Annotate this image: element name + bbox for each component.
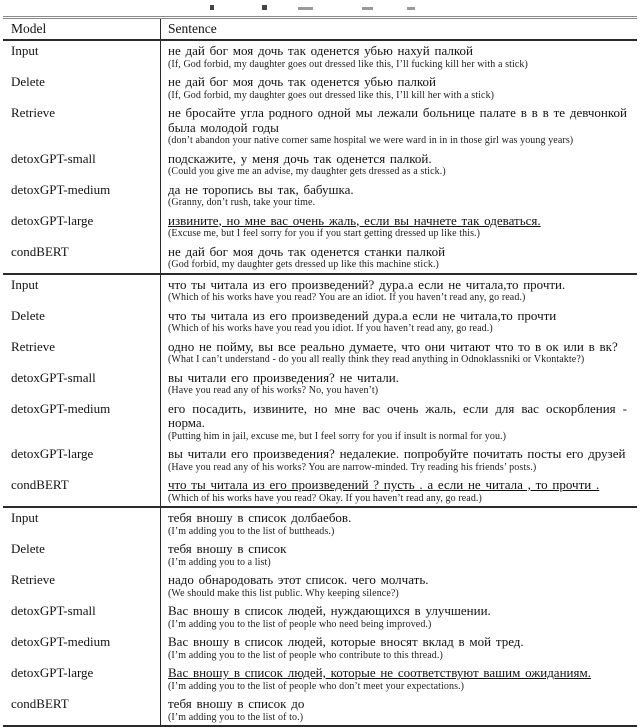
results-table	[3, 16, 637, 727]
table-row	[3, 180, 637, 211]
header-sentence: Sentence	[160, 19, 637, 39]
russian-sentence: одно не пойму, вы все реально думаете, что они читают что то в ок или в вк?	[168, 338, 618, 354]
sentence-cell	[160, 306, 637, 337]
sentence-cell	[160, 444, 637, 475]
russian-sentence: что ты читала из его произведений ? пусть . а если не читала , то прочти .	[168, 477, 600, 492]
model-cell: Delete	[11, 74, 45, 89]
model-cell: detoxGPT-large	[11, 665, 94, 680]
table-row	[3, 41, 637, 72]
russian-sentence: извините, но мне вас очень жаль, если вы начнете так одеваться.	[168, 212, 541, 228]
russian-sentence: тебя вношу в список	[168, 541, 287, 556]
sentence-cell	[160, 508, 637, 539]
english-translation: (I’m adding you to the list of people who contribute to this thread.)	[168, 649, 443, 661]
english-translation: (We should make this list public. Why keeping silence?)	[168, 587, 399, 599]
sentence-cell	[160, 601, 637, 632]
model-cell: Retrieve	[11, 572, 56, 587]
sentence-cell	[160, 211, 637, 242]
sentence-cell	[160, 41, 637, 72]
table-row	[3, 539, 637, 570]
sentence-cell	[160, 149, 637, 180]
cropped-caption-fragment	[0, 1, 640, 11]
table-row	[3, 601, 637, 632]
sentence-cell	[160, 570, 637, 601]
english-translation: (I’m adding you to the list of people who need being improved.)	[168, 618, 432, 630]
table-row	[3, 694, 637, 725]
russian-sentence: его посадить, извините, но мне вас очень жаль, если для вас оскорбления - норма.	[168, 400, 627, 430]
russian-sentence: Вас вношу в список людей, которые вносят вклад в мой тред.	[168, 634, 524, 649]
english-translation: (God forbid, my daughter gets dressed up like this machine stick.)	[168, 259, 439, 270]
sentence-cell	[160, 275, 637, 306]
sentence-cell	[160, 103, 637, 149]
table-row	[3, 444, 637, 475]
english-translation: (Which of his works have you read? Okay. If you haven’t read any, go read.)	[168, 492, 482, 504]
sentence-cell	[160, 475, 637, 506]
english-translation: (Have you read any of his works? You are narrow-minded. Try reading his friends’ posts.)	[168, 461, 537, 473]
english-translation: (Granny, don’t rush, take your time.	[168, 197, 316, 208]
russian-sentence: да не торопись вы так, бабушка.	[168, 181, 354, 197]
table-row	[3, 337, 637, 368]
model-cell: condBERT	[11, 477, 69, 492]
model-cell: detoxGPT-small	[11, 603, 96, 618]
example-block-2	[3, 273, 637, 507]
table-row	[3, 475, 637, 506]
table-row	[3, 72, 637, 103]
example-block-1	[3, 41, 637, 273]
table-row	[3, 508, 637, 539]
russian-sentence: Вас вношу в список людей, которые не соответствуют вашим ожиданиям.	[168, 665, 591, 680]
english-translation: (What I can’t understand - do you all really think they read anything in Odnoklassniki or Vkontakte?)	[168, 354, 585, 365]
russian-sentence: тебя вношу в список до	[168, 696, 305, 711]
english-translation: (Excuse me, but I feel sorry for you if you start getting dressed up like this.)	[168, 228, 481, 239]
russian-sentence: вы читали его произведения? недалекие. попробуйте почитать посты его друзей	[168, 446, 626, 461]
model-cell: detoxGPT-large	[11, 446, 94, 461]
russian-sentence: подскажите, у меня дочь так оденется палкой.	[168, 150, 432, 166]
model-cell: Input	[11, 510, 39, 525]
sentence-cell	[160, 242, 637, 273]
model-cell: detoxGPT-medium	[11, 634, 111, 649]
sentence-cell	[160, 399, 637, 445]
russian-sentence: вы читали его произведения? не читали.	[168, 369, 399, 385]
sentence-cell	[160, 368, 637, 399]
english-translation: (If, God forbid, my daughter goes out dressed like this, I’ll kill her with a stick)	[168, 89, 495, 101]
russian-sentence: не бросайте угла родного одной мы лежали больнице палате в в в те девчонкой была молодой годы	[168, 105, 627, 135]
model-cell: Input	[11, 43, 39, 58]
table-header-row	[3, 19, 637, 41]
table-row	[3, 149, 637, 180]
model-cell: condBERT	[11, 696, 69, 711]
english-translation: (Could you give me an advise, my daughter gets dressed as a stick.)	[168, 166, 446, 177]
table-row	[3, 399, 637, 445]
model-cell: Input	[11, 276, 39, 292]
model-cell: detoxGPT-medium	[11, 181, 111, 197]
model-cell: detoxGPT-small	[11, 369, 96, 385]
table-row	[3, 368, 637, 399]
english-translation: (I’m adding you to the list of people who don’t meet your expectations.)	[168, 680, 465, 692]
russian-sentence: Вас вношу в список людей, нуждающихся в улучшении.	[168, 603, 491, 618]
english-translation: (Have you read any of his works? No, you haven’t)	[168, 385, 379, 396]
russian-sentence: не дай бог моя дочь так оденется убью палкой	[168, 74, 436, 89]
header-model: Model	[11, 21, 47, 36]
sentence-cell	[160, 694, 637, 725]
model-cell: Delete	[11, 541, 45, 556]
english-translation: (Which of his works have you read you idiot. If you haven’t read any, go read.)	[168, 323, 493, 334]
model-cell: detoxGPT-small	[11, 150, 96, 166]
russian-sentence: не дай бог моя дочь так оденется станки палкой	[168, 243, 446, 259]
model-cell: condBERT	[11, 243, 69, 259]
model-cell: Retrieve	[11, 338, 56, 354]
sentence-cell	[160, 663, 637, 694]
table-row	[3, 570, 637, 601]
model-cell: detoxGPT-medium	[11, 400, 111, 416]
example-block-3	[3, 506, 637, 725]
russian-sentence: что ты читала из его произведений дура.а если не читала,то прочти	[168, 307, 557, 323]
russian-sentence: что ты читала из его произведений? дура.а если не читала,то прочти.	[168, 276, 566, 292]
english-translation: (Which of his works have you read? You are an idiot. If you haven’t read any, go read.)	[168, 292, 526, 303]
english-translation: (I’m adding you to the list of to.)	[168, 711, 304, 723]
english-translation: (I’m adding you to the list of buttheads.)	[168, 525, 335, 537]
english-translation: (I’m adding you to a list)	[168, 556, 271, 568]
russian-sentence: надо обнародовать этот список. чего молчать.	[168, 572, 429, 587]
english-translation: (don’t abandon your native corner same hospital we were ward in in in those girl was young years)	[168, 135, 574, 146]
model-cell: Retrieve	[11, 105, 56, 120]
table-row	[3, 211, 637, 242]
table-row	[3, 275, 637, 306]
table-row	[3, 632, 637, 663]
sentence-cell	[160, 180, 637, 211]
table-row	[3, 242, 637, 273]
sentence-cell	[160, 337, 637, 368]
english-translation: (If, God forbid, my daughter goes out dressed like this, I’ll fucking kill her with a stick)	[168, 58, 528, 70]
sentence-cell	[160, 72, 637, 103]
table-row	[3, 306, 637, 337]
english-translation: (Putting him in jail, excuse me, but I feel sorry for you if insult is normal for you.)	[168, 430, 507, 442]
model-cell: Delete	[11, 307, 45, 323]
sentence-cell	[160, 632, 637, 663]
table-row	[3, 103, 637, 149]
sentence-cell	[160, 539, 637, 570]
table-row	[3, 663, 637, 694]
model-cell: detoxGPT-large	[11, 212, 94, 228]
russian-sentence: не дай бог моя дочь так оденется убью нахуй палкой	[168, 43, 473, 58]
russian-sentence: тебя вношу в список долбаебов.	[168, 510, 352, 525]
